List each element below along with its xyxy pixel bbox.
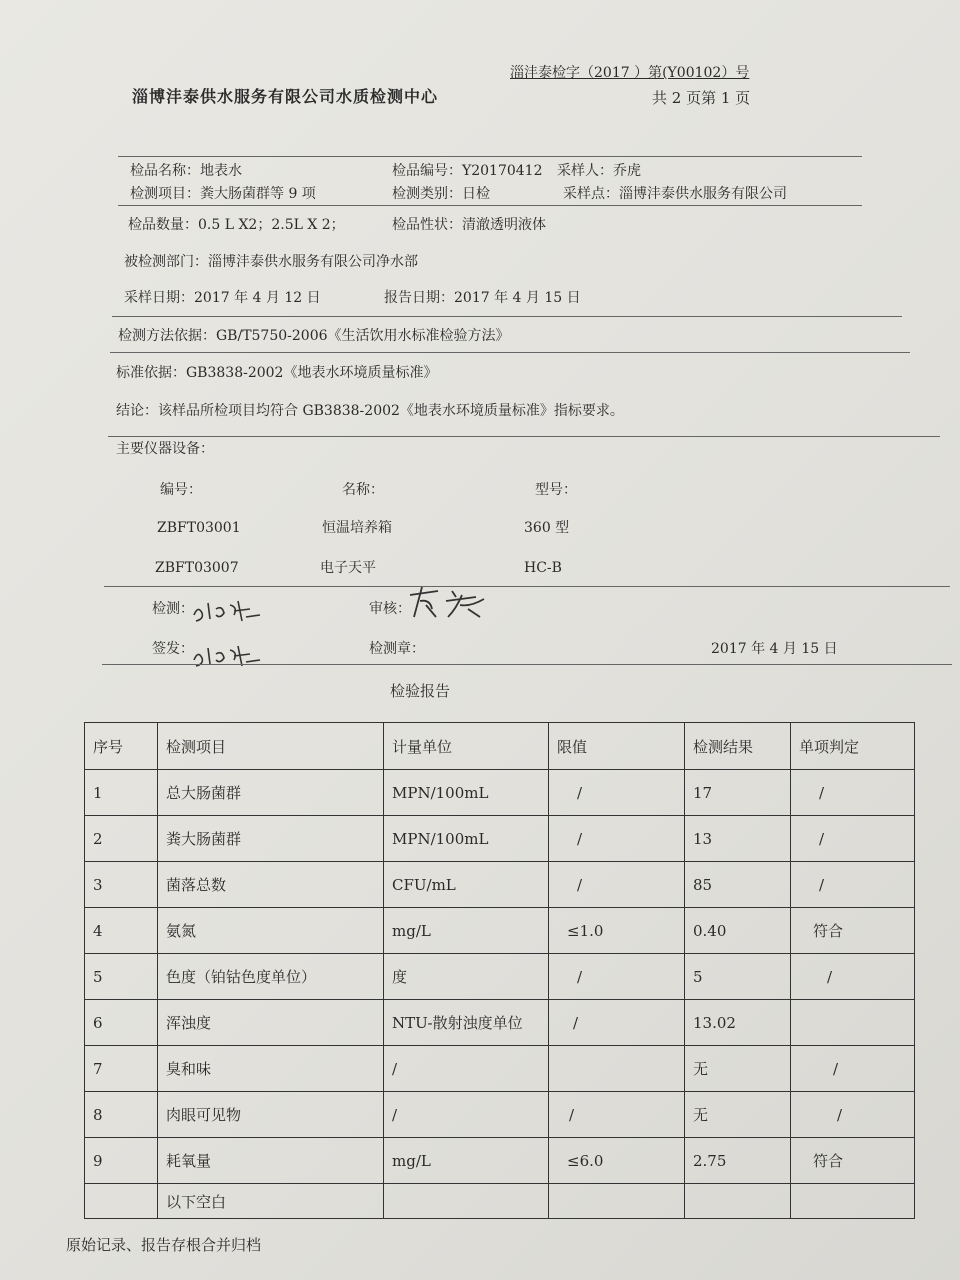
sampling-site: 采样点：淄博沣泰供水服务有限公司 — [563, 186, 787, 202]
cell-judgement: / — [791, 862, 915, 908]
divider — [108, 436, 940, 437]
divider — [118, 156, 862, 157]
cell-index: 1 — [85, 770, 158, 816]
tester-label: 检测： — [152, 601, 194, 617]
sign-date: 2017 年 4 月 15 日 — [711, 641, 838, 657]
cell-result: 13 — [685, 816, 791, 862]
table-row — [85, 1138, 915, 1184]
cell-item: 肉眼可见物 — [158, 1092, 384, 1138]
instrument-model: HC-B — [524, 560, 562, 576]
test-items: 检测项目：粪大肠菌群等 9 项 — [130, 186, 316, 202]
cell-judgement — [791, 1184, 915, 1219]
cell-limit: / — [549, 862, 685, 908]
cell-result: 85 — [685, 862, 791, 908]
cell-index: 4 — [85, 908, 158, 954]
column-header: 限值 — [549, 723, 685, 770]
cell-item: 粪大肠菌群 — [158, 816, 384, 862]
divider — [118, 205, 862, 206]
instrument-header-name: 名称： — [342, 482, 384, 498]
divider — [102, 664, 952, 665]
cell-limit: / — [549, 1092, 685, 1138]
report-title: 检验报告 — [390, 682, 451, 700]
issuer-signature — [190, 642, 270, 672]
cell-item: 以下空白 — [158, 1184, 384, 1219]
cell-unit: MPN/100mL — [384, 770, 549, 816]
table-row — [85, 770, 915, 816]
footer-note: 原始记录、报告存根合并归档 — [66, 1236, 262, 1254]
divider — [104, 586, 950, 587]
cell-index — [85, 1184, 158, 1219]
seal-label: 检测章： — [369, 641, 425, 657]
cell-judgement — [791, 1000, 915, 1046]
instrument-header-id: 编号： — [160, 482, 202, 498]
cell-unit: / — [384, 1046, 549, 1092]
table-row — [85, 1000, 915, 1046]
cell-result: 2.75 — [685, 1138, 791, 1184]
cell-unit: NTU-散射浊度单位 — [384, 1000, 549, 1046]
cell-result — [685, 1184, 791, 1219]
cell-index: 6 — [85, 1000, 158, 1046]
instruments-title: 主要仪器设备： — [116, 441, 214, 457]
cell-unit: mg/L — [384, 908, 549, 954]
cell-result: 无 — [685, 1046, 791, 1092]
table-row — [85, 816, 915, 862]
cell-result: 13.02 — [685, 1000, 791, 1046]
cell-item: 氨氮 — [158, 908, 384, 954]
cell-unit: CFU/mL — [384, 862, 549, 908]
table-header-row — [85, 723, 915, 770]
test-method: 检测方法依据：GB/T5750-2006《生活饮用水标准检验方法》 — [118, 328, 510, 344]
cell-unit — [384, 1184, 549, 1219]
page-info: 共 2 页第 1 页 — [652, 89, 751, 107]
sample-property: 检品性状：清澈透明液体 — [392, 217, 546, 233]
conclusion: 结论：该样品所检项目均符合 GB3838-2002《地表水环境质量标准》指标要求。 — [116, 403, 624, 419]
cell-result: 无 — [685, 1092, 791, 1138]
instrument-header-model: 型号： — [535, 482, 577, 498]
cell-unit: 度 — [384, 954, 549, 1000]
reviewer-label: 审核： — [369, 601, 411, 617]
cell-item: 浑浊度 — [158, 1000, 384, 1046]
column-header: 单项判定 — [791, 723, 915, 770]
cell-judgement: 符合 — [791, 1138, 915, 1184]
tested-department: 被检测部门：淄博沣泰供水服务有限公司净水部 — [124, 254, 418, 270]
cell-result: 17 — [685, 770, 791, 816]
cell-result: 0.40 — [685, 908, 791, 954]
instrument-name: 恒温培养箱 — [322, 520, 392, 536]
issuer-label: 签发： — [152, 641, 194, 657]
reviewer-signature — [402, 583, 492, 623]
cell-index: 2 — [85, 816, 158, 862]
cell-judgement: / — [791, 1046, 915, 1092]
instrument-id: ZBFT03001 — [157, 520, 241, 536]
instrument-model: 360 型 — [524, 520, 570, 536]
table-row — [85, 908, 915, 954]
cell-limit: / — [549, 954, 685, 1000]
cell-judgement: / — [791, 954, 915, 1000]
cell-limit — [549, 1184, 685, 1219]
cell-limit — [549, 1046, 685, 1092]
sample-number: 检品编号：Y20170412 — [392, 163, 543, 179]
cell-judgement: / — [791, 816, 915, 862]
cell-index: 3 — [85, 862, 158, 908]
cell-item: 耗氧量 — [158, 1138, 384, 1184]
sampling-date: 采样日期：2017 年 4 月 12 日 — [124, 290, 321, 306]
cell-item: 臭和味 — [158, 1046, 384, 1092]
table-row — [85, 1092, 915, 1138]
instrument-id: ZBFT03007 — [155, 560, 239, 576]
cell-index: 5 — [85, 954, 158, 1000]
cell-index: 9 — [85, 1138, 158, 1184]
column-header: 序号 — [85, 723, 158, 770]
divider — [110, 352, 910, 353]
standard-basis: 标准依据：GB3838-2002《地表水环境质量标准》 — [116, 365, 438, 381]
table-row — [85, 1184, 915, 1219]
report-ref-number: 淄沣泰检字（2017 ）第(Y00102）号 — [510, 65, 750, 81]
cell-judgement: / — [791, 1092, 915, 1138]
cell-item: 色度（铂钴色度单位） — [158, 954, 384, 1000]
cell-unit: / — [384, 1092, 549, 1138]
cell-unit: MPN/100mL — [384, 816, 549, 862]
cell-result: 5 — [685, 954, 791, 1000]
cell-limit: / — [549, 1000, 685, 1046]
sampler: 采样人：乔虎 — [557, 163, 641, 179]
instrument-name: 电子天平 — [320, 560, 376, 576]
test-type: 检测类别：日检 — [392, 186, 490, 202]
column-header: 检测结果 — [685, 723, 791, 770]
cell-limit: / — [549, 816, 685, 862]
cell-judgement: 符合 — [791, 908, 915, 954]
column-header: 检测项目 — [158, 723, 384, 770]
report-date: 报告日期：2017 年 4 月 15 日 — [384, 290, 581, 306]
cell-index: 8 — [85, 1092, 158, 1138]
cell-limit: ≤1.0 — [549, 908, 685, 954]
column-header: 计量单位 — [384, 723, 549, 770]
table-row — [85, 862, 915, 908]
tester-signature — [190, 595, 270, 625]
sample-quantity: 检品数量：0.5 L X2；2.5L X 2； — [128, 217, 345, 233]
sample-name: 检品名称：地表水 — [130, 163, 242, 179]
cell-judgement: / — [791, 770, 915, 816]
divider — [112, 316, 902, 317]
cell-item: 总大肠菌群 — [158, 770, 384, 816]
cell-limit: ≤6.0 — [549, 1138, 685, 1184]
cell-index: 7 — [85, 1046, 158, 1092]
cell-limit: / — [549, 770, 685, 816]
table-row — [85, 954, 915, 1000]
table-row — [85, 1046, 915, 1092]
inspection-report-table — [84, 722, 915, 1219]
organization-title: 淄博沣泰供水服务有限公司水质检测中心 — [132, 87, 439, 106]
cell-unit: mg/L — [384, 1138, 549, 1184]
cell-item: 菌落总数 — [158, 862, 384, 908]
